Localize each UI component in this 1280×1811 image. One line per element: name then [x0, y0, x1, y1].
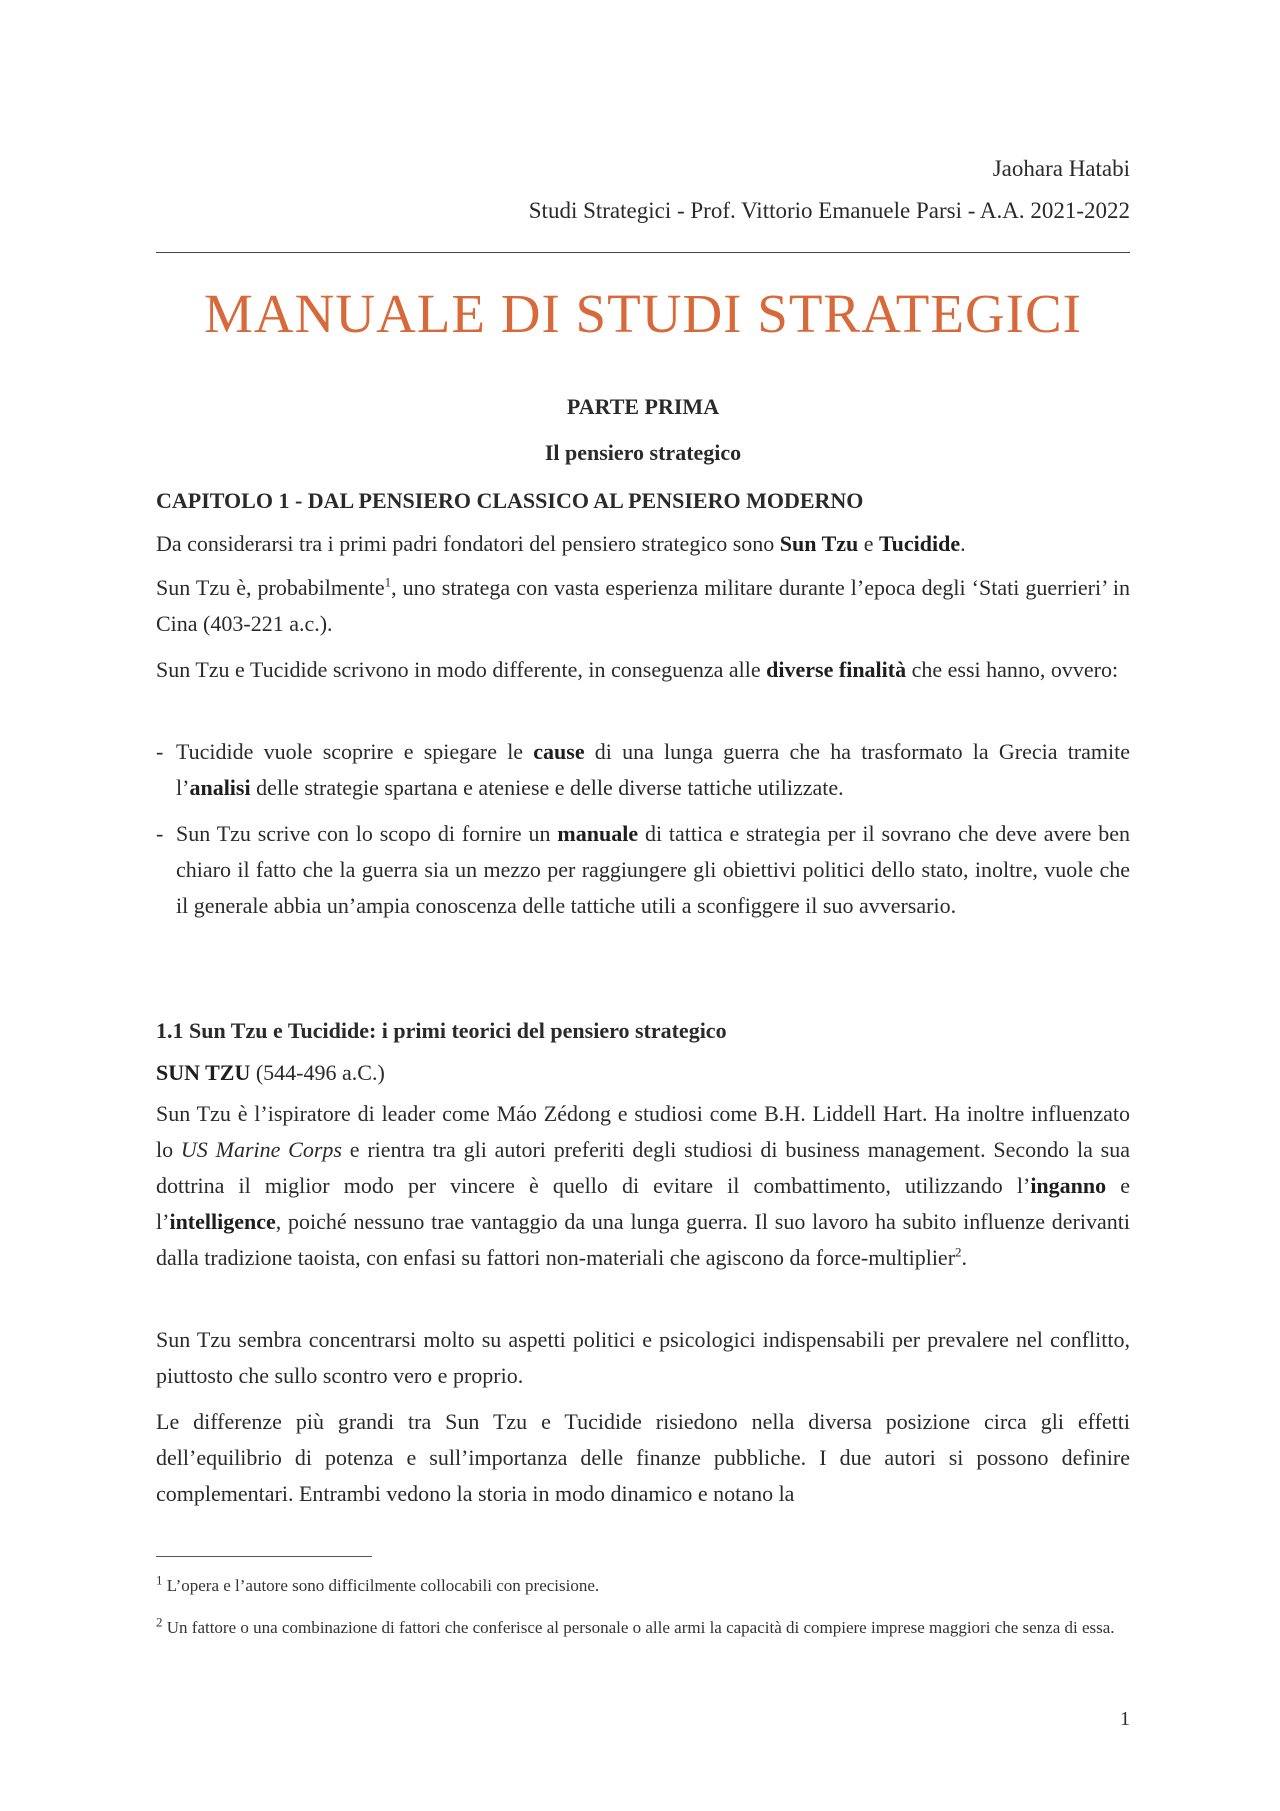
part-heading: PARTE PRIMA — [566, 394, 720, 419]
paragraph-differences: Le differenze più grandi tra Sun Tzu e Tucidide risiedono nella diversa posizione circa gli effetti dell’equilibrio di potenza e sull’importanza delle finanze pubbliche. I due autori si possono definire complementari. Entrambi vedono la storia in modo dinamico e notano la — [156, 1409, 1130, 1506]
paragraph-finalita: Sun Tzu e Tucidide scrivono in modo differente, in conseguenza alle diverse finalità che essi hanno, ovvero: — [156, 657, 1119, 682]
paragraph-sun-tzu-influence: Sun Tzu è l’ispiratore di leader come Máo Zédong e studiosi come B.H. Liddell Hart. Ha inoltre influenzato lo US Marine Corps e rientra tra gli autori preferiti degli studiosi di business management. Secondo la sua dottrina il miglior modo per vincere è quello di evitare il combattimento, utilizzando l’inganno e l’intelligence, poiché nessuno trae vantaggio da una lunga guerra. Il suo lavoro ha subito influenze derivanti dalla tradizione taoista, con enfasi su fattori non-materiali che agiscono da force-multiplier$^2$. — [156, 1101, 1131, 1270]
footnote-ref: 1 — [384, 574, 392, 590]
part-subtitle: Il pensiero strategico — [544, 440, 742, 465]
section-heading: 1.1 Sun Tzu e Tucidide: i primi teorici del pensiero strategico — [156, 1018, 727, 1043]
document-title: MANUALE DI STUDI STRATEGICI — [204, 283, 1082, 344]
list-item: - Tucidide vuole scoprire e spiegare le cause di una lunga guerra che ha trasformato la Grecia tramite l’analisi delle strategie spartana e ateniese e delle diverse tattiche utilizzate. — [156, 734, 1130, 806]
footnote: $^1$ L’opera e l’autore sono difficilmente collocabili con precisione. — [156, 1572, 600, 1595]
list-dash: - — [156, 739, 164, 764]
paragraph-political-aspects: Sun Tzu sembra concentrarsi molto su aspetti politici e psicologici indispensabili per prevalere nel conflitto, piuttosto che sullo scontro vero e proprio. — [156, 1327, 1130, 1388]
chapter-heading: CAPITOLO 1 - DAL PENSIERO CLASSICO AL PENSIERO MODERNO — [156, 488, 864, 513]
footnote-divider — [156, 1556, 372, 1557]
list-item: - Sun Tzu scrive con lo scopo di fornire un manuale di tattica e strategia per il sovrano che deve avere ben chiaro il fatto che la guerra sia un mezzo per raggiungere gli obiettivi politici dello stato, inoltre, vuole che il generale abbia un’ampia conoscenza delle tattiche utili a sconfiggere il suo avversario. — [156, 816, 1130, 924]
footnote: $^2$ Un fattore o una combinazione di fattori che conferisce al personale o alle armi la capacità di compiere imprese maggiori che senza di essa. — [156, 1614, 1115, 1637]
header-course: Studi Strategici - Prof. Vittorio Emanuele Parsi - A.A. 2021-2022 — [528, 198, 1130, 223]
subsection-heading: SUN TZU (544-496 a.C.) — [156, 1060, 385, 1085]
footnote-ref: 2 — [955, 1244, 962, 1260]
page-number: 1 — [1120, 1708, 1130, 1730]
header-author: Jaohara Hatabi — [992, 156, 1130, 181]
paragraph-intro: Da considerarsi tra i primi padri fondatori del pensiero strategico sono Sun Tzu e Tucidide. — [156, 531, 966, 556]
paragraph-sun-tzu-origin: Sun Tzu è, probabilmente$^1$, uno stratega con vasta esperienza militare durante l’epoca degli ‘Stati guerrieri’ in Cina (403-221 a.c.). — [156, 574, 1131, 636]
list-dash: - — [156, 821, 164, 846]
header-divider — [156, 252, 1130, 253]
